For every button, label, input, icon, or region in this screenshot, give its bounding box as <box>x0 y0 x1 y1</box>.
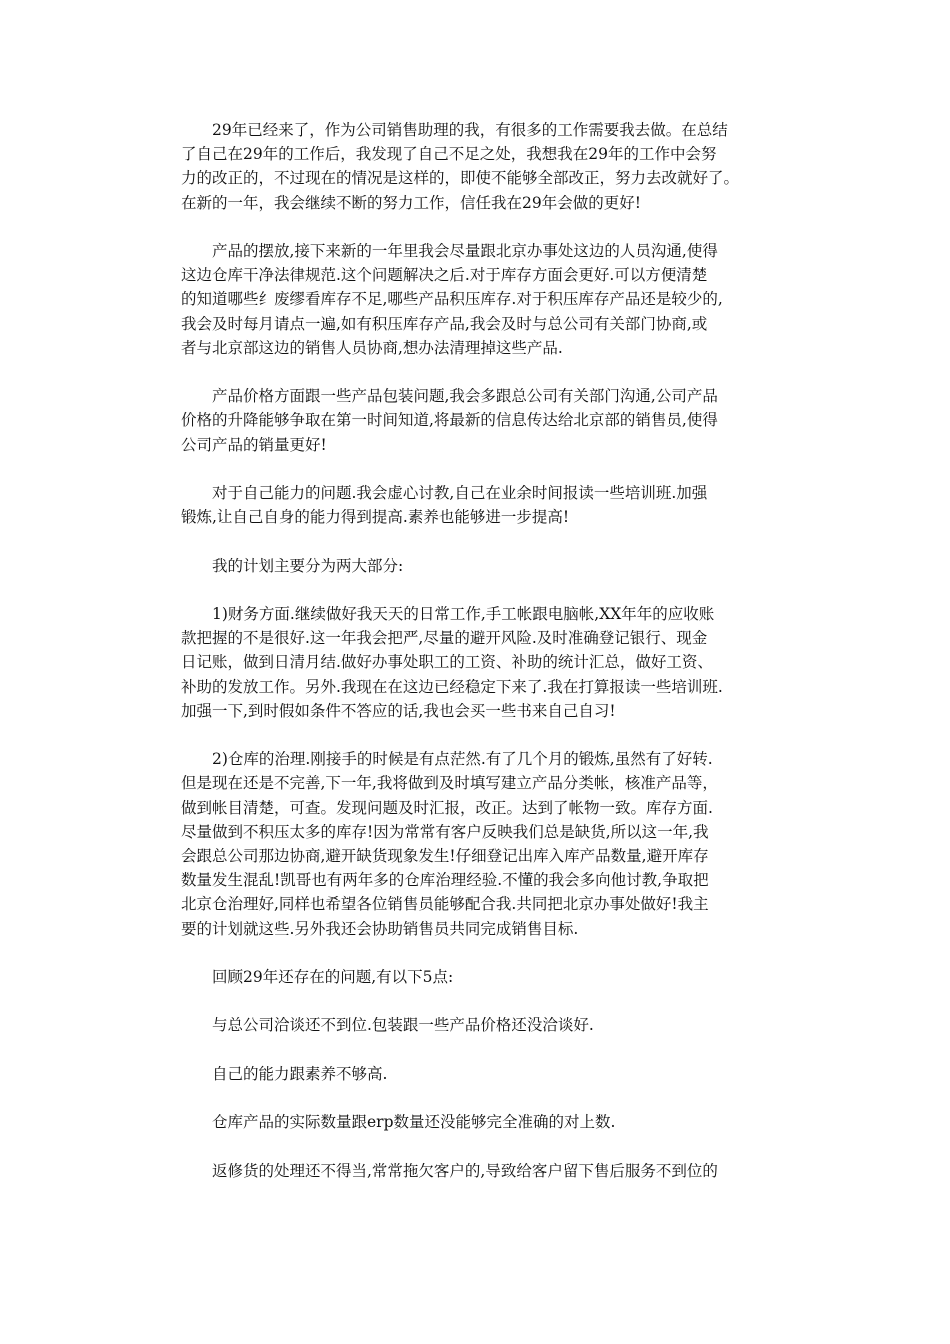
text-line: 公司产品的销量更好! <box>181 435 327 454</box>
text-line: 对于自己能力的问题.我会虚心讨教,自己在业余时间报读一些培训班.加强 <box>212 484 708 502</box>
text-line: 2)仓库的治理.刚接手的时候是有点茫然.有了几个月的锻炼,虽然有了好转. <box>212 750 713 769</box>
text-line: 1)财务方面.继续做好我天天的日常工作,手工帐跟电脑帐,XX年年的应收账 <box>212 604 715 623</box>
text-line: 会跟总公司那边协商,避开缺货现象发生!仔细登记出库入库产品数量,避开库存 <box>181 847 709 865</box>
text-line: 在新的一年，我会继续不断的努力工作，信任我在29年会做的更好! <box>181 193 641 212</box>
paragraph <box>181 1062 773 1086</box>
text-line: 款把握的不是很好.这一年我会把严,尽量的避开风险.及时准确登记银行、现金 <box>181 629 708 648</box>
text-line: 数量发生混乱!凯哥也有两年多的仓库治理经验.不懂的我会多向他讨教,争取把 <box>181 871 709 890</box>
paragraph <box>181 554 773 578</box>
text-line: 做到帐目清楚，可查。发现问题及时汇报，改正。达到了帐物一致。库存方面. <box>181 798 713 817</box>
paragraph <box>181 965 773 989</box>
text-line: 与总公司洽谈还不到位.包装跟一些产品价格还没洽谈好. <box>212 1016 594 1035</box>
document-body <box>181 118 773 1207</box>
paragraph <box>181 118 773 215</box>
text-line: 产品的摆放,接下来新的一年里我会尽量跟北京办事处这边的人员沟通,使得 <box>212 242 718 260</box>
paragraph <box>181 1013 773 1037</box>
text-line: 我会及时每月请点一遍,如有积压库存产品,我会及时与总公司有关部门协商,或 <box>181 314 708 333</box>
paragraph <box>181 747 773 941</box>
paragraph <box>181 384 773 457</box>
text-line: 我的计划主要分为两大部分: <box>212 556 404 575</box>
text-line: 但是现在还是不完善,下一年,我将做到及时填写建立产品分类帐，核准产品等， <box>181 774 718 793</box>
text-line: 价格的升降能够争取在第一时间知道,将最新的信息传达给北京部的销售员,使得 <box>181 411 718 430</box>
text-line: 尽量做到不积压太多的库存!因为常常有客户反映我们总是缺货,所以这一年,我 <box>181 822 709 841</box>
text-line: 要的计划就这些.另外我还会协助销售员共同完成销售目标. <box>181 919 579 938</box>
text-line: 了自己在29年的工作后，我发现了自己不足之处，我想我在29年的工作中会努 <box>181 145 717 164</box>
paragraph <box>181 602 773 723</box>
paragraph <box>181 1110 773 1134</box>
text-line: 补助的发放工作。另外.我现在在这边已经稳定下来了.我在打算报读一些培训班. <box>181 677 723 696</box>
text-line: 返修货的处理还不得当,常常拖欠客户的,导致给客户留下售后服务不到位的 <box>212 1161 718 1180</box>
text-line: 仓库产品的实际数量跟erp数量还没能够完全准确的对上数. <box>212 1113 616 1132</box>
text-line: 者与北京部这边的销售人员协商,想办法清理掉这些产品. <box>181 338 563 357</box>
text-line: 的知道哪些纟废缪看库存不足,哪些产品积压库存.对于积压库存产品还是较少的, <box>181 290 723 309</box>
text-line: 北京仓治理好,同样也希望各位销售员能够配合我.共同把北京办事处做好!我主 <box>181 895 709 914</box>
text-line: 锻炼,让自己自身的能力得到提高.素养也能够进一步提高! <box>181 508 570 527</box>
paragraph <box>181 239 773 360</box>
text-line: 产品价格方面跟一些产品包装问题,我会多跟总公司有关部门沟通,公司产品 <box>212 387 718 406</box>
text-line: 这边仓库干净法律规范.这个问题解决之后.对于库存方面会更好.可以方便清楚 <box>181 266 708 285</box>
text-line: 回顾29年还存在的问题,有以下5点: <box>212 968 454 986</box>
text-line: 自己的能力跟素养不够高. <box>212 1064 388 1083</box>
paragraph <box>181 1159 773 1183</box>
paragraph <box>181 481 773 529</box>
text-line: 29年已经来了，作为公司销售助理的我，有很多的工作需要我去做。在总结 <box>212 121 728 139</box>
text-line: 加强一下,到时假如条件不答应的话,我也会买一些书来自己自习! <box>181 701 616 720</box>
text-line: 力的改正的，不过现在的情况是这样的，即使不能够全部改正，努力去改就好了。 <box>181 169 740 188</box>
text-line: 日记账，做到日清月结.做好办事处职工的工资、补助的统计汇总，做好工资、 <box>181 653 713 672</box>
